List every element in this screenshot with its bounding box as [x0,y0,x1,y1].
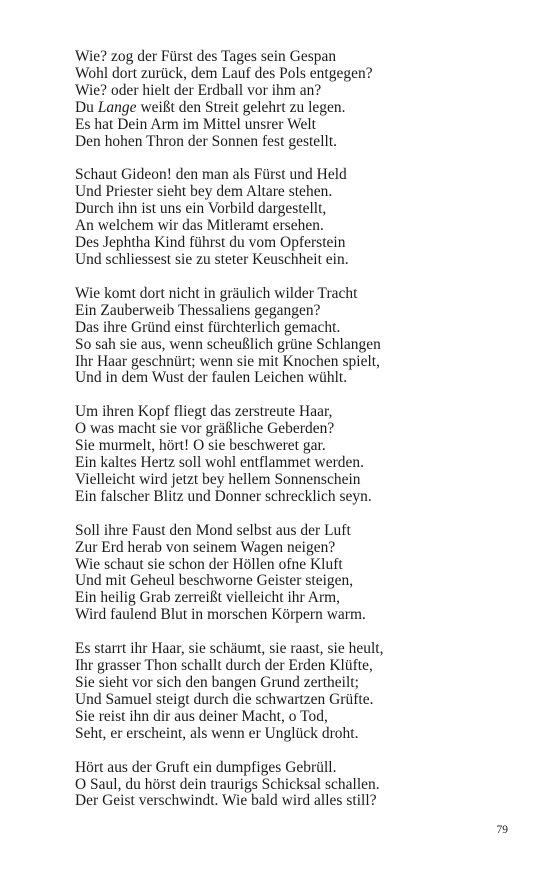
line-text: Und in dem Wust der faulen Leichen wühlt. [75,369,348,387]
poem-line [75,404,515,421]
line-text: O Saul, du hörst dein traurigs Schicksal schallen. [75,775,380,793]
line-text: Und schliessest sie zu steter Keuschheit ein. [75,250,349,268]
line-text: Den hohen Thron der Sonnen fest gestellt. [75,132,338,150]
line-text: Um ihren Kopf fliegt das zerstreute Haar, [75,403,333,421]
line-text: Du [75,98,98,116]
poem-line [75,523,515,540]
line-text: Sie reist ihn dir aus deiner Macht, o Tod, [75,707,328,725]
line-text: Seht, er erscheint, als wenn er Unglück droht. [75,724,359,742]
stanza [75,641,515,742]
poem-line [75,184,515,201]
poem-line [75,777,515,794]
poem-line [75,675,515,692]
poem-line [75,709,515,726]
line-text: Ihr Haar geschnürt; wenn sie mit Knochen spielt, [75,352,380,370]
poem-line [75,49,515,66]
poem-line [75,641,515,658]
stanza [75,167,515,268]
italic-name: Lange [97,98,137,116]
poem-line [75,337,515,354]
poem-line [75,472,515,489]
line-text: Wie? zog der Fürst des Tages sein Gespan [75,48,337,65]
poem-line [75,455,515,472]
poem-line [75,117,515,134]
line-text: Es starrt ihr Haar, sie schäumt, sie raast, sie heult, [75,640,384,658]
line-text: Ein falscher Blitz und Donner schrecklich seyn. [75,487,372,505]
poem-line [75,218,515,235]
line-text: Wohl dort zurück, dem Lauf des Pols entgegen? [75,64,373,82]
line-text: Sie murmelt, hört! O sie beschweret gar. [75,437,326,455]
poem-line [75,540,515,557]
line-text: Und Priester sieht bey dem Altare stehen. [75,183,333,201]
poem-line [75,557,515,574]
line-text: Ein Zauberweib Thessaliens gegangen? [75,301,321,319]
poem-line [75,793,515,810]
poem-line [75,692,515,709]
poem-line [75,590,515,607]
poem-line [75,286,515,303]
line-text: Zur Erd herab von seinem Wagen neigen? [75,538,336,556]
poem-line [75,573,515,590]
line-text: Der Geist verschwindt. Wie bald wird alles still? [75,792,377,810]
poem-line [75,489,515,506]
line-text: Ein kaltes Hertz soll wohl entflammet werden. [75,454,365,472]
line-text: So sah sie aus, wenn scheußlich grüne Schlangen [75,335,381,353]
poem-line [75,100,515,117]
line-text: Das ihre Gründ einst fürchterlich gemacht. [75,318,341,336]
poem-line [75,438,515,455]
line-text: Soll ihre Faust den Mond selbst aus der Luft [75,521,351,539]
poem-body [75,49,515,827]
poem-line [75,83,515,100]
poem-line [75,66,515,83]
line-text: O was macht sie vor gräßliche Geberden? [75,420,335,438]
stanza [75,760,515,811]
line-text: Es hat Dein Arm im Mittel unsrer Welt [75,115,316,133]
line-text: Ein heilig Grab zerreißt vielleicht ihr Arm, [75,589,341,607]
line-text: Des Jephtha Kind führst du vom Opferstein [75,234,346,252]
line-text: Durch ihn ist uns ein Vorbild dargestellt, [75,200,327,218]
poem-line [75,303,515,320]
line-text: Wie komt dort nicht in gräulich wilder Tracht [75,284,358,302]
stanza [75,286,515,387]
line-text: Wie? oder hielt der Erdball vor ihm an? [75,81,322,99]
poem-line [75,658,515,675]
line-text: Sie sieht vor sich den bangen Grund zertheilt; [75,674,359,691]
page-number: 79 [496,824,508,836]
poem-line [75,607,515,624]
line-text: Vielleicht wird jetzt bey hellem Sonnenschein [75,470,361,488]
poem-line [75,134,515,151]
line-text: Schaut Gideon! den man als Fürst und Held [75,166,347,184]
poem-line [75,354,515,371]
poem-line [75,235,515,252]
line-text: Ihr grasser Thon schallt durch der Erden Klüfte, [75,657,373,675]
line-text: Und Samuel steigt durch die schwartzen Grüfte. [75,690,374,708]
poem-line [75,370,515,387]
line-text: Wie schaut sie schon der Höllen ofne Kluft [75,555,343,573]
line-text: weißt den Streit gelehrt zu legen. [136,98,346,116]
stanza [75,49,515,150]
line-text: Und mit Geheul beschworne Geister steigen, [75,572,354,590]
poem-line [75,421,515,438]
poem-line [75,760,515,777]
poem-line [75,167,515,184]
line-text: Wird faulend Blut in morschen Körpern warm. [75,606,366,624]
poem-line [75,320,515,337]
poem-line [75,201,515,218]
stanza [75,404,515,505]
line-text: Hört aus der Gruft ein dumpfiges Gebrüll. [75,758,337,776]
poem-line [75,252,515,269]
stanza [75,523,515,624]
poem-line [75,726,515,743]
line-text: An welchem wir das Mitleramt ersehen. [75,217,324,235]
